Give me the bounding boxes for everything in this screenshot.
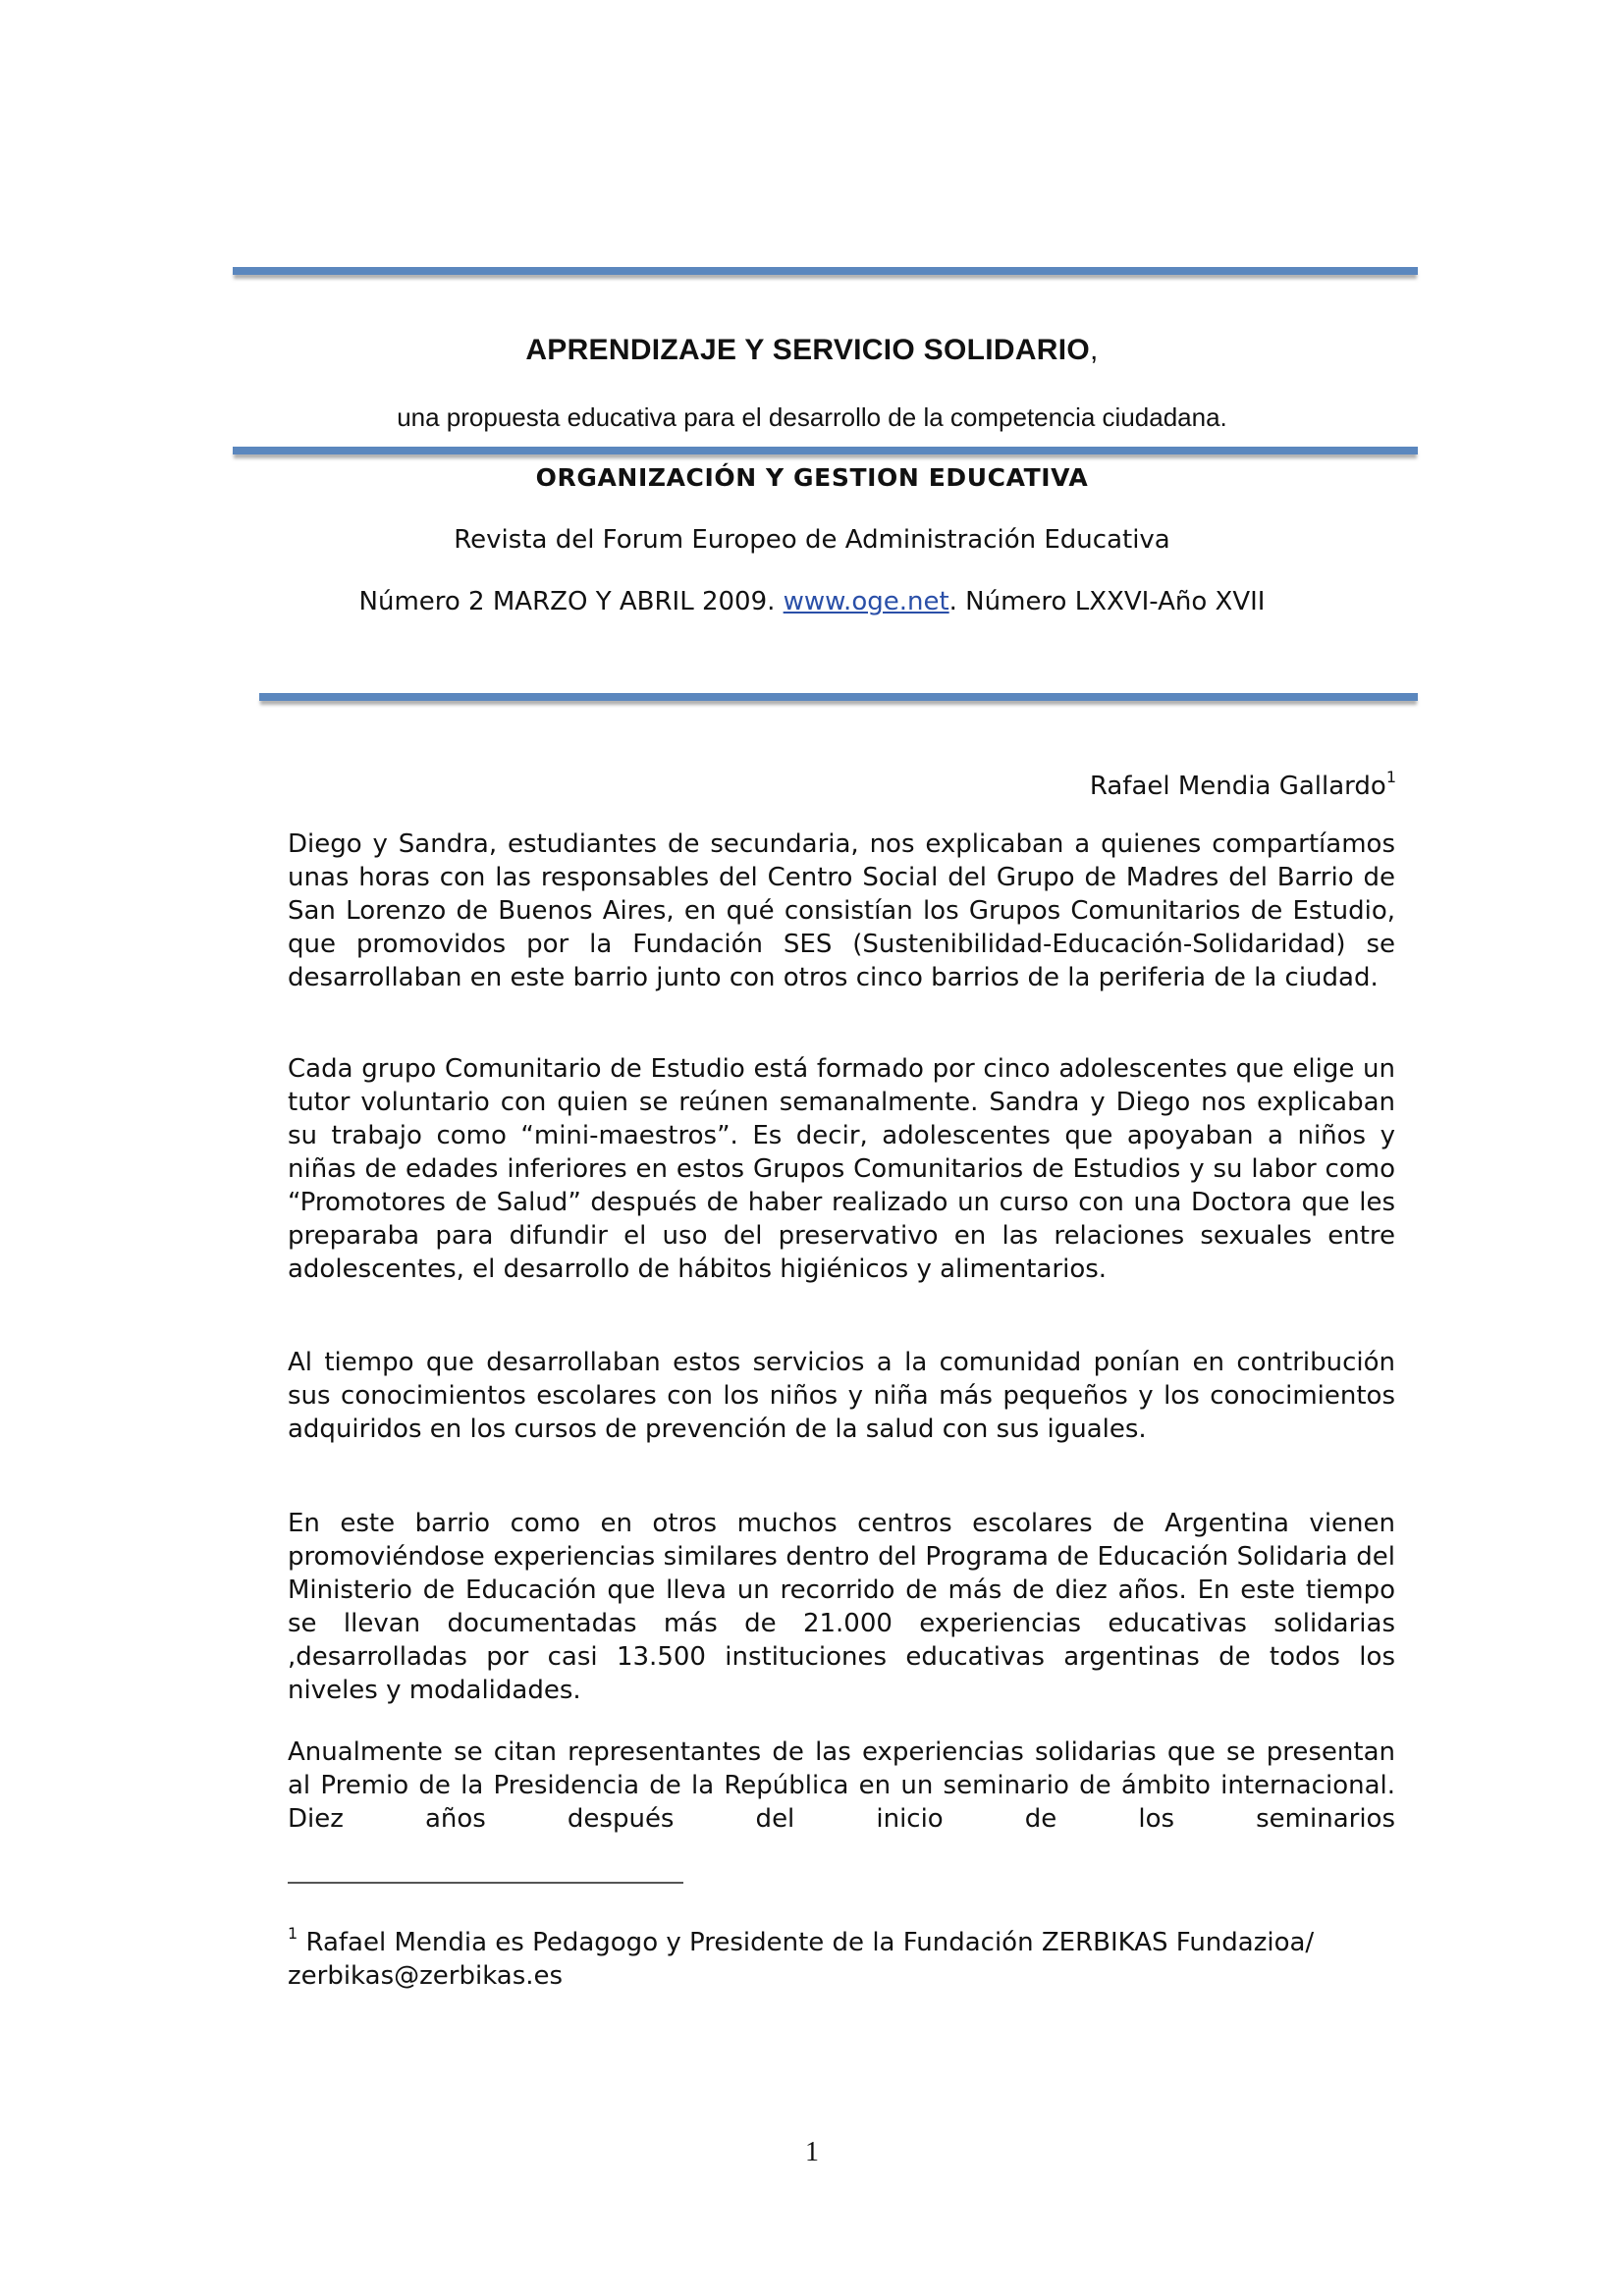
paragraph-text: Cada grupo Comunitario de Estudio está formado por cinco adolescentes que elige un tutor voluntario con quien se reúnen semanalmente. Sandra y Diego nos explicaban su trabajo como “mini-maestros”. Es decir, adolescentes que apoyaban a niños y niñas de edades inferiores en estos Grupos Comunitarios de Estudios y su labor como “Promotores de Salud” después de haber realizado un curso con una Doctora que les preparaba para difundir el uso del preservativo en las relaciones sexuales entre adolescentes, el desarrollo de hábitos higiénicos y alimentarios.	[288, 1054, 1395, 1284]
issue-line	[0, 587, 1624, 616]
document-title-text: APRENDIZAJE Y SERVICIO SOLIDARIO	[525, 334, 1091, 366]
paragraph-text: Anualmente se citan representantes de las experiencias solidarias que se presentan al Premio de la Presidencia de la República en un seminario de ámbito internacional. Diez años después del inicio de los seminarios	[288, 1737, 1395, 1834]
footnote	[288, 1917, 1395, 1993]
section-title: ORGANIZACIÓN Y GESTION EDUCATIVA	[535, 463, 1089, 492]
header-rule-middle	[233, 447, 1418, 454]
page-number: 1	[805, 2137, 819, 2167]
author-line	[1090, 768, 1396, 801]
footnote-text: Rafael Mendia es Pedagogo y Presidente de la Fundación ZERBIKAS Fundazioa/ zerbikas@zerbikas.es	[288, 1928, 1315, 1991]
paragraph-text: Diego y Sandra, estudiantes de secundaria, nos explicaban a quienes compartíamos unas horas con las responsables del Centro Social del Grupo de Madres del Barrio de San Lorenzo de Buenos Aires, en qué consistían los Grupos Comunitarios de Estudio, que promovidos por la Fundación SES (Sustenibilidad-Educación-Solidaridad) se desarrollaban en este barrio junto con otros cinco barrios de la periferia de la ciudad.	[288, 829, 1395, 992]
header-rule-top	[233, 267, 1418, 275]
header-rule-bottom	[259, 693, 1418, 701]
issue-suffix: . Número LXXVI-Año XVII	[948, 587, 1266, 616]
document-title	[0, 334, 1624, 367]
body-paragraph	[288, 1346, 1395, 1446]
issue-prefix: Número 2 MARZO Y ABRIL 2009.	[358, 587, 784, 616]
body-paragraph	[288, 1052, 1395, 1286]
author-footnote-ref[interactable]: 1	[1385, 768, 1396, 786]
body-paragraph	[288, 1735, 1395, 1836]
body-paragraph	[288, 828, 1395, 994]
paragraph-text: Al tiempo que desarrollaban estos servicios a la comunidad ponían en contribución sus conocimientos escolares con los niños y niña más pequeños y los conocimientos adquiridos en los cursos de prevención de la salud con sus iguales.	[288, 1348, 1395, 1444]
footnote-separator	[288, 1882, 683, 1884]
author-name: Rafael Mendia Gallardo	[1089, 772, 1386, 801]
footnote-number: 1	[288, 1924, 298, 1943]
document-subtitle: una propuesta educativa para el desarrollo de la competencia ciudadana.	[397, 402, 1227, 432]
body-paragraph	[288, 1507, 1395, 1707]
paragraph-text: En este barrio como en otros muchos centros escolares de Argentina vienen promoviéndose experiencias similares dentro del Programa de Educación Solidaria del Ministerio de Educación que lleva un recorrido de más de diez años. En este tiempo se llevan documentadas más de 21.000 experiencias educativas solidarias ,desarrolladas por casi 13.500 instituciones educativas argentinas de todos los niveles y modalidades.	[288, 1509, 1395, 1705]
document-title-suffix: ,	[1090, 334, 1099, 366]
journal-name: Revista del Forum Europeo de Administración Educativa	[454, 525, 1170, 555]
journal-website-link[interactable]: www.oge.net	[783, 587, 949, 616]
